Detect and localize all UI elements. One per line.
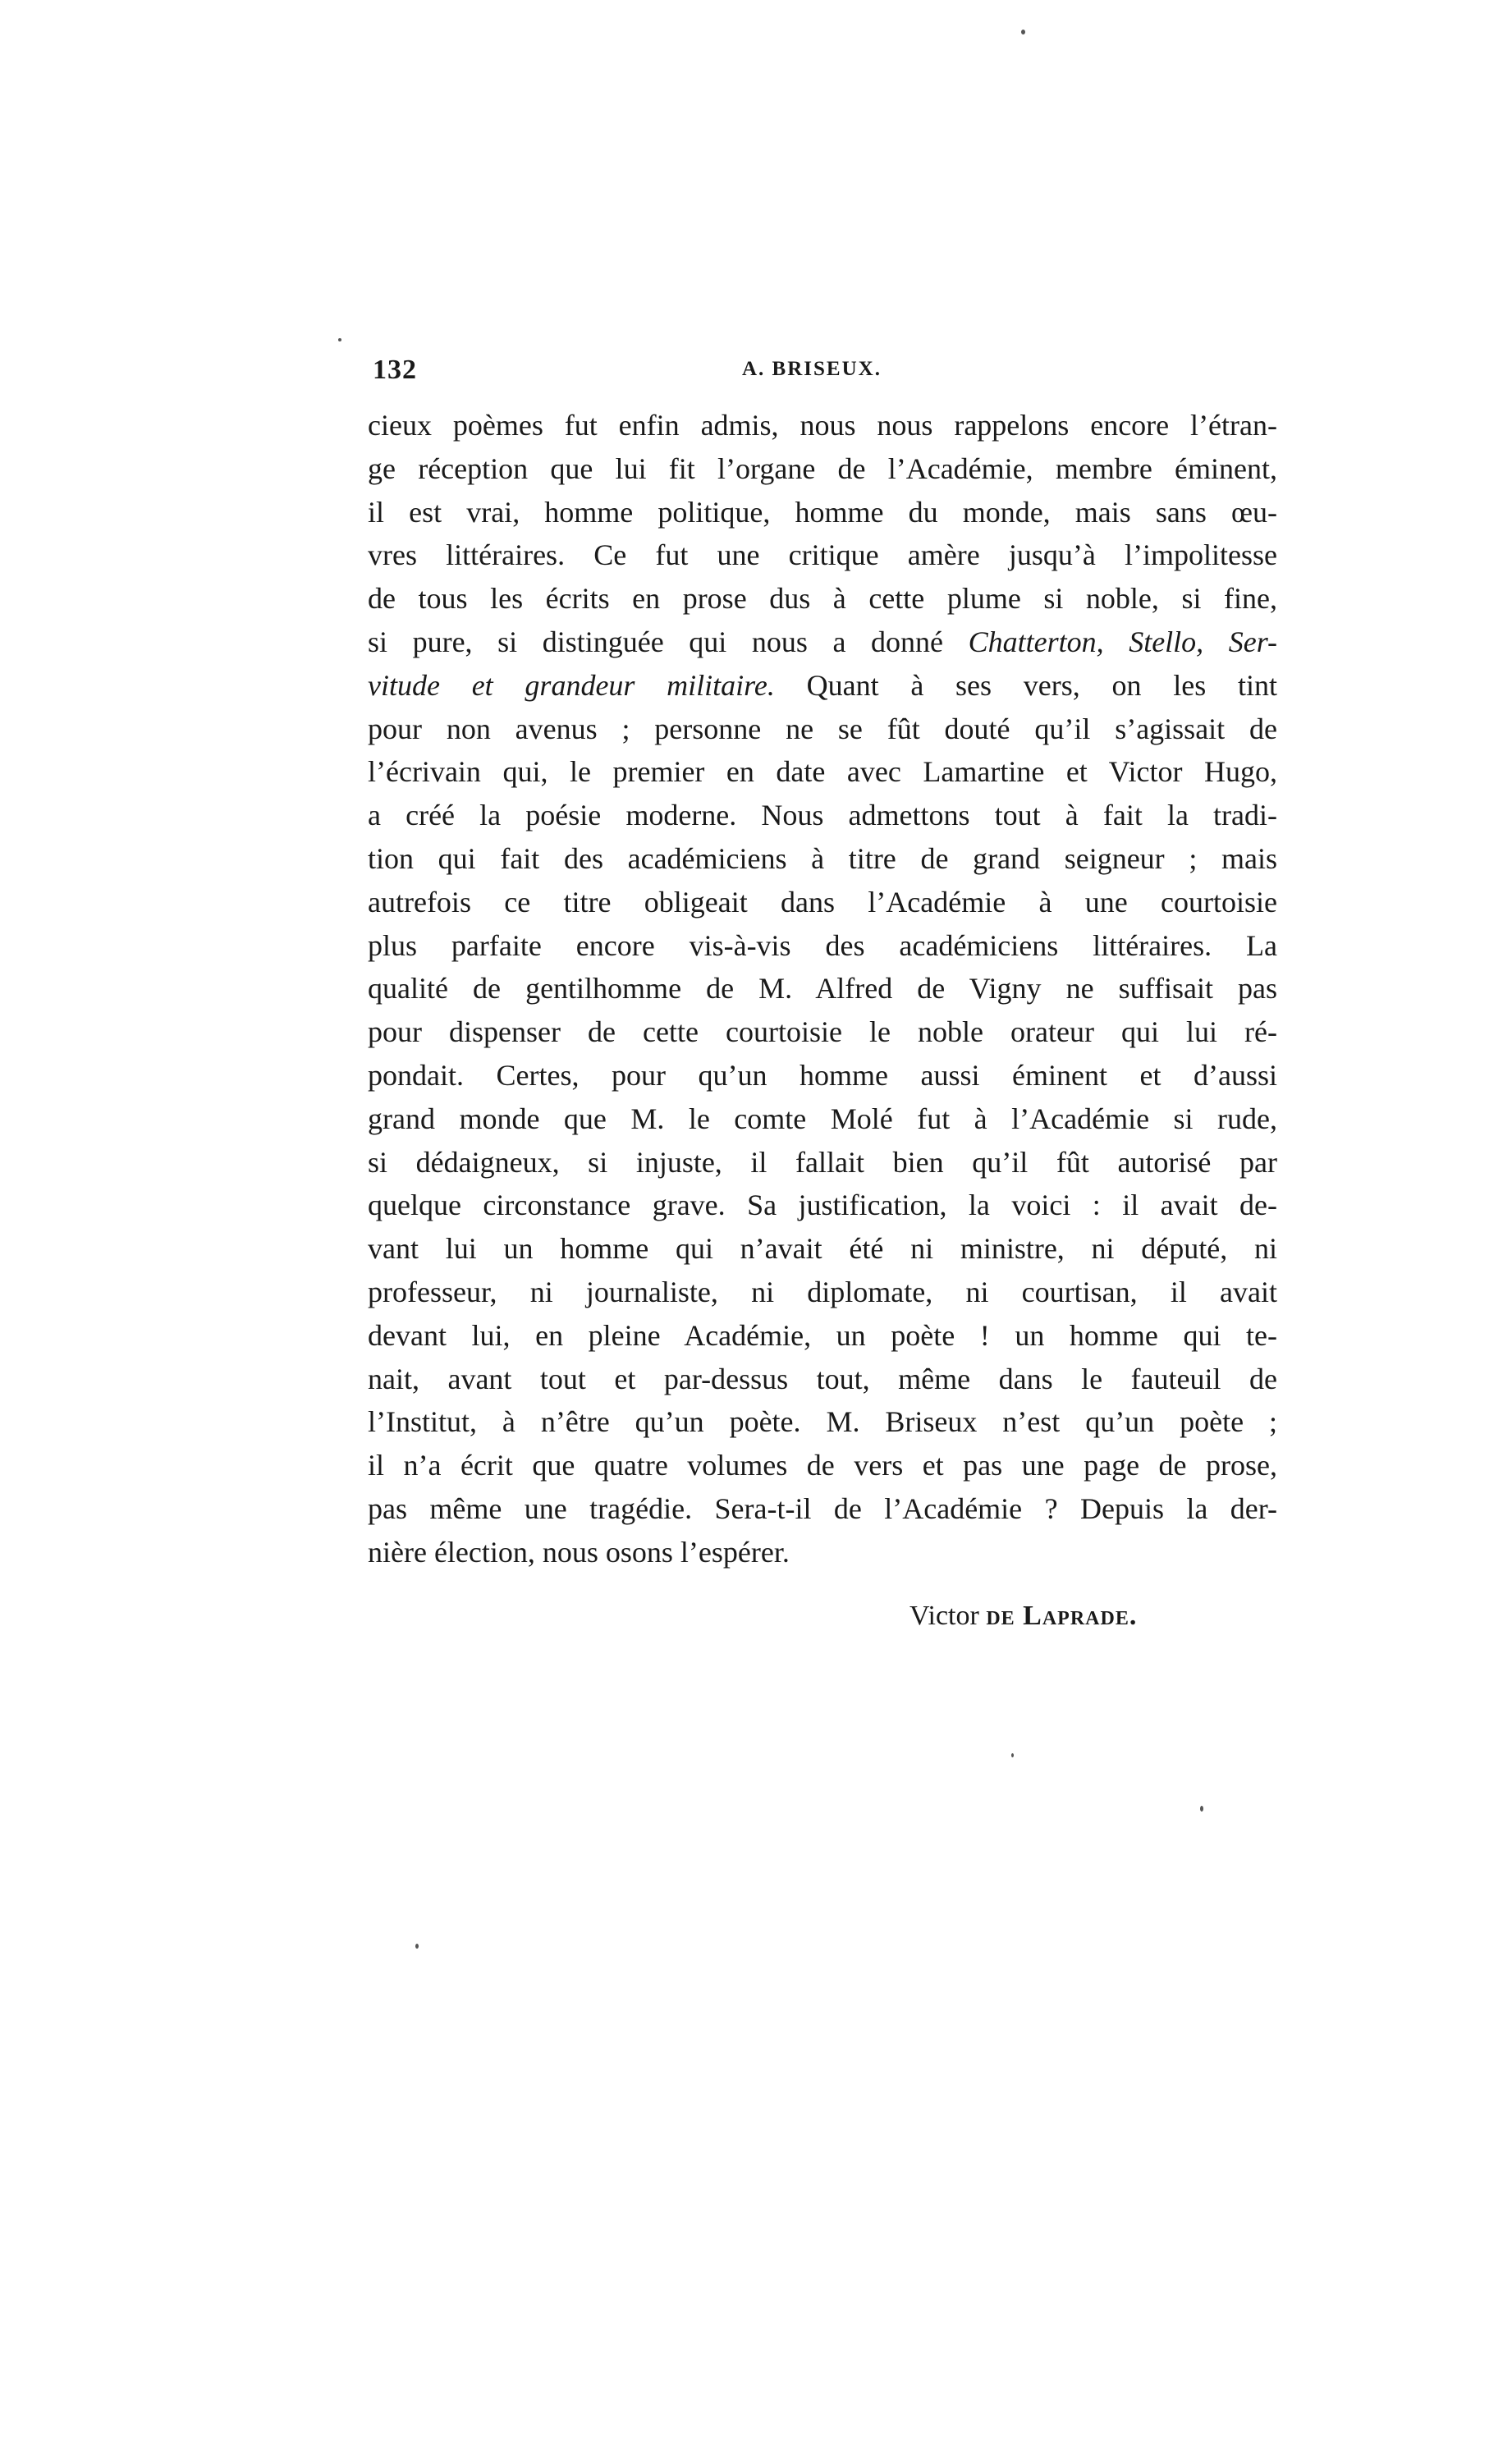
running-title: A. BRISEUX. bbox=[742, 358, 882, 380]
text-line: vant lui un homme qui n’avait été ni ministre, ni député, ni bbox=[368, 1232, 1277, 1266]
scan-speck bbox=[1200, 1806, 1203, 1812]
text-line: pas même une tragédie. Sera-t-il de l’Académie ? Depuis la der- bbox=[368, 1491, 1277, 1525]
text-line: pour dispenser de cette courtoisie le noble orateur qui lui ré- bbox=[368, 1015, 1277, 1049]
text-line: si dédaigneux, si injuste, il fallait bien qu’il fût autorisé par bbox=[368, 1145, 1277, 1179]
text-line-roman: si pure, si distinguée qui nous a donné bbox=[368, 625, 944, 658]
text-line: ge réception que lui fit l’organe de l’Académie, membre éminent, bbox=[368, 451, 1277, 485]
text-line: pondait. Certes, pour qu’un homme aussi éminent et d’aussi bbox=[368, 1058, 1277, 1092]
signature-first-name: Victor bbox=[909, 1601, 979, 1631]
scan-speck bbox=[338, 338, 341, 341]
scan-speck bbox=[1021, 30, 1025, 34]
body-text bbox=[368, 404, 1277, 1574]
text-line: devant lui, en pleine Académie, un poète ! un homme qui te- bbox=[368, 1318, 1277, 1352]
text-line: vres littéraires. Ce fut une critique amère jusqu’à l’impolitesse bbox=[368, 538, 1277, 572]
text-line: quelque circonstance grave. Sa justification, la voici : il avait de- bbox=[368, 1189, 1277, 1222]
text-line: pour non avenus ; personne ne se fût douté qu’il s’agissait de bbox=[368, 712, 1277, 745]
text-line: qualité de gentilhomme de M. Alfred de Vigny ne suffisait pas bbox=[368, 972, 1277, 1005]
text-line: il est vrai, homme politique, homme du monde, mais sans œu- bbox=[368, 495, 1277, 529]
text-line bbox=[368, 664, 1277, 708]
text-line: plus parfaite encore vis-à-vis des académiciens littéraires. La bbox=[368, 928, 1277, 962]
text-line: grand monde que M. le comte Molé fut à l’Académie si rude, bbox=[368, 1102, 1277, 1135]
signature-surname: de Laprade. bbox=[986, 1601, 1138, 1631]
text-line: de tous les écrits en prose dus à cette plume si noble, si fine, bbox=[368, 582, 1277, 616]
author-signature bbox=[909, 1596, 1137, 1637]
text-line: l’écrivain qui, le premier en date avec Lamartine et Victor Hugo, bbox=[368, 755, 1277, 789]
text-line: tion qui fait des académiciens à titre de grand seigneur ; mais bbox=[368, 841, 1277, 875]
text-line: cieux poèmes fut enfin admis, nous nous rappelons encore l’étran- bbox=[368, 409, 1277, 442]
text-line: autrefois ce titre obligeait dans l’Académie à une courtoisie bbox=[368, 885, 1277, 918]
text-line: l’Institut, à n’être qu’un poète. M. Briseux n’est qu’un poète ; bbox=[368, 1405, 1277, 1439]
text-line bbox=[368, 621, 1277, 664]
text-line: il n’a écrit que quatre volumes de vers et pas une page de prose, bbox=[368, 1449, 1277, 1482]
text-line: nait, avant tout et par-dessus tout, même dans le fauteuil de bbox=[368, 1362, 1277, 1395]
text-line-roman: Quant à ses vers, on les tint bbox=[774, 668, 1277, 702]
text-line: professeur, ni journaliste, ni diplomate, ni courtisan, il avait bbox=[368, 1275, 1277, 1308]
scan-speck bbox=[415, 1944, 419, 1949]
text-line: nière élection, nous osons l’espérer. bbox=[368, 1535, 790, 1569]
running-head bbox=[373, 355, 1249, 396]
scan-speck bbox=[1011, 1753, 1014, 1757]
text-line: a créé la poésie moderne. Nous admettons tout à fait la tradi- bbox=[368, 799, 1277, 832]
italic-work-titles: Chatterton, Stello, Ser- bbox=[968, 625, 1277, 658]
page-number: 132 bbox=[373, 355, 417, 385]
italic-work-title: vitude et grandeur militaire. bbox=[368, 668, 775, 702]
